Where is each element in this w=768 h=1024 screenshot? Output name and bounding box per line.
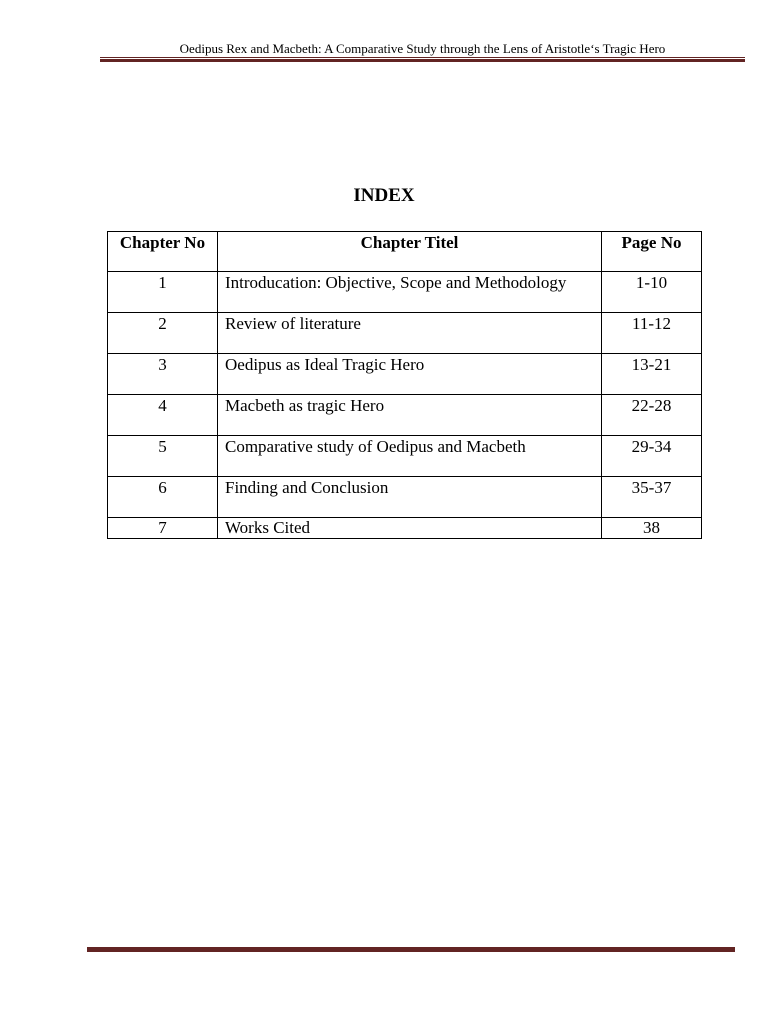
chapter-title: Macbeth as tragic Hero xyxy=(218,395,602,436)
chapter-title: Finding and Conclusion xyxy=(218,477,602,518)
chapter-pages: 35-37 xyxy=(602,477,702,518)
chapter-pages: 29-34 xyxy=(602,436,702,477)
table-row xyxy=(108,436,702,477)
running-header-title: Oedipus Rex and Macbeth: A Comparative Study through the Lens of Aristotle‘s Tragic Hero xyxy=(179,41,666,56)
footer-rule xyxy=(87,947,735,952)
table-row xyxy=(108,272,702,313)
index-table xyxy=(107,231,702,539)
chapter-pages: 38 xyxy=(602,518,702,539)
table-header-row xyxy=(108,232,702,272)
chapter-title: Comparative study of Oedipus and Macbeth xyxy=(218,436,602,477)
table-row xyxy=(108,518,702,539)
column-header-chapter-title: Chapter Titel xyxy=(218,232,602,272)
table-row xyxy=(108,395,702,436)
chapter-number: 4 xyxy=(108,395,218,436)
chapter-title: Works Cited xyxy=(218,518,602,539)
table-row xyxy=(108,477,702,518)
chapter-title: Oedipus as Ideal Tragic Hero xyxy=(218,354,602,395)
chapter-number: 6 xyxy=(108,477,218,518)
chapter-pages: 13-21 xyxy=(602,354,702,395)
chapter-title: Introducation: Objective, Scope and Methodology xyxy=(218,272,602,313)
column-header-chapter-no: Chapter No xyxy=(108,232,218,272)
chapter-pages: 1-10 xyxy=(602,272,702,313)
chapter-pages: 11-12 xyxy=(602,313,702,354)
chapter-title: Review of literature xyxy=(218,313,602,354)
page-title: INDEX xyxy=(353,185,415,206)
chapter-number: 1 xyxy=(108,272,218,313)
header-rule-thin xyxy=(100,57,745,58)
chapter-number: 7 xyxy=(108,518,218,539)
column-header-page-no: Page No xyxy=(602,232,702,272)
chapter-number: 5 xyxy=(108,436,218,477)
header-rule-thick xyxy=(100,59,745,62)
table-row xyxy=(108,354,702,395)
table-row xyxy=(108,313,702,354)
chapter-number: 2 xyxy=(108,313,218,354)
chapter-number: 3 xyxy=(108,354,218,395)
chapter-pages: 22-28 xyxy=(602,395,702,436)
